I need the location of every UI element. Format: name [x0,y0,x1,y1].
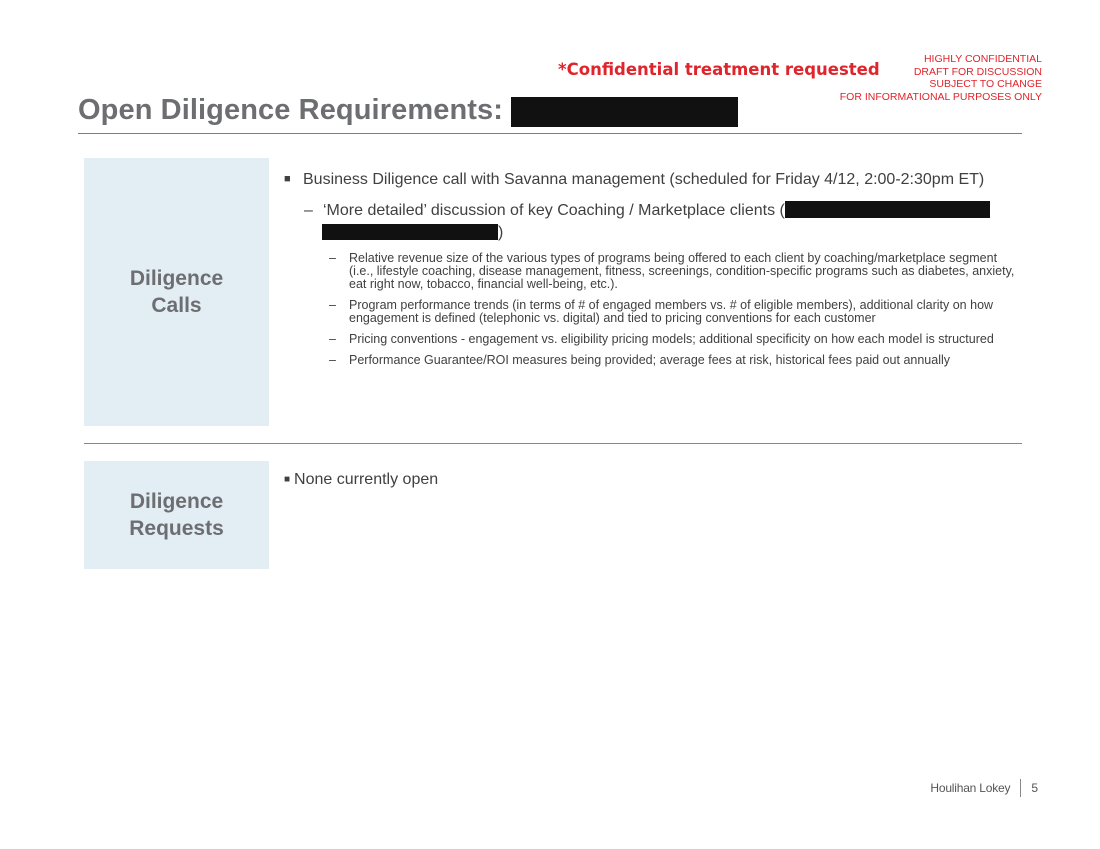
diligence-requests-label [84,461,269,569]
stamp-line: DRAFT FOR DISCUSSION [913,65,1042,78]
redaction-block [322,224,498,240]
list-item [329,354,1019,367]
label-line: Diligence [129,490,224,513]
list-item-text: Performance Guarantee/ROI measures being provided; average fees at risk, historical fees paid out annually [349,353,951,367]
brand-name: Houlihan Lokey [930,781,1011,795]
list-item-text: Relative revenue size of the various types of programs being offered to each client by coaching/marketplace segment (i.e., lifestyle coaching, disease management, fitness, screenings, condition-specific programs such as diabetes, anxiety, eat right now, tobacco, financial well-being, etc.). [349,251,1015,291]
page-number: 5 [1031,781,1038,795]
requests-bullet [284,470,438,489]
label-line: Calls [151,294,202,317]
stamp-line: HIGHLY CONFIDENTIAL [923,53,1042,65]
page-title-row [78,93,738,127]
dash-icon: – [329,298,336,312]
page-title: Open Diligence Requirements: [78,93,503,126]
redaction-block [785,201,990,218]
calls-bullet-text: Business Diligence call with Savanna management (scheduled for Friday 4/12, 2:00-2:30pm ET) [303,171,985,188]
square-bullet-icon: ■ [284,173,291,185]
calls-sub-bullet [304,200,1019,244]
list-item [329,252,1019,291]
footer [930,779,1038,797]
section-divider [84,443,1022,444]
list-item-text: Program performance trends (in terms of # of engaged members vs. # of eligible members), additional clarity on how engagement is defined (telephonic vs. digital) and tied to pricing conventions for each customer [349,298,994,325]
dash-icon: – [329,332,336,346]
square-bullet-icon: ■ [284,474,291,485]
footer-separator [1020,779,1021,797]
list-item [329,333,1019,346]
stamp-line: FOR INFORMATIONAL PURPOSES ONLY [839,90,1042,103]
dash-icon: – [329,251,336,265]
calls-detail-list [329,252,1019,375]
stamp-line: SUBJECT TO CHANGE [929,78,1042,90]
calls-bullet [284,170,1024,189]
redaction-block [511,97,738,127]
label-line: Diligence [129,267,224,290]
requests-bullet-text: None currently open [294,471,439,488]
list-item-text: Pricing conventions - engagement vs. eligibility pricing models; additional specificity on how each model is structured [349,332,994,346]
title-divider [78,133,1022,134]
list-item [329,299,1019,325]
diligence-calls-label [84,158,269,426]
dash-icon: – [329,353,336,367]
sub-bullet-close: ) [498,224,504,241]
dash-icon: – [304,202,313,219]
label-line: Requests [129,517,224,540]
confidential-treatment-notice: *Confidential treatment requested [558,60,880,79]
sub-bullet-text: ‘More detailed’ discussion of key Coaching / Marketplace clients ( [323,202,785,219]
